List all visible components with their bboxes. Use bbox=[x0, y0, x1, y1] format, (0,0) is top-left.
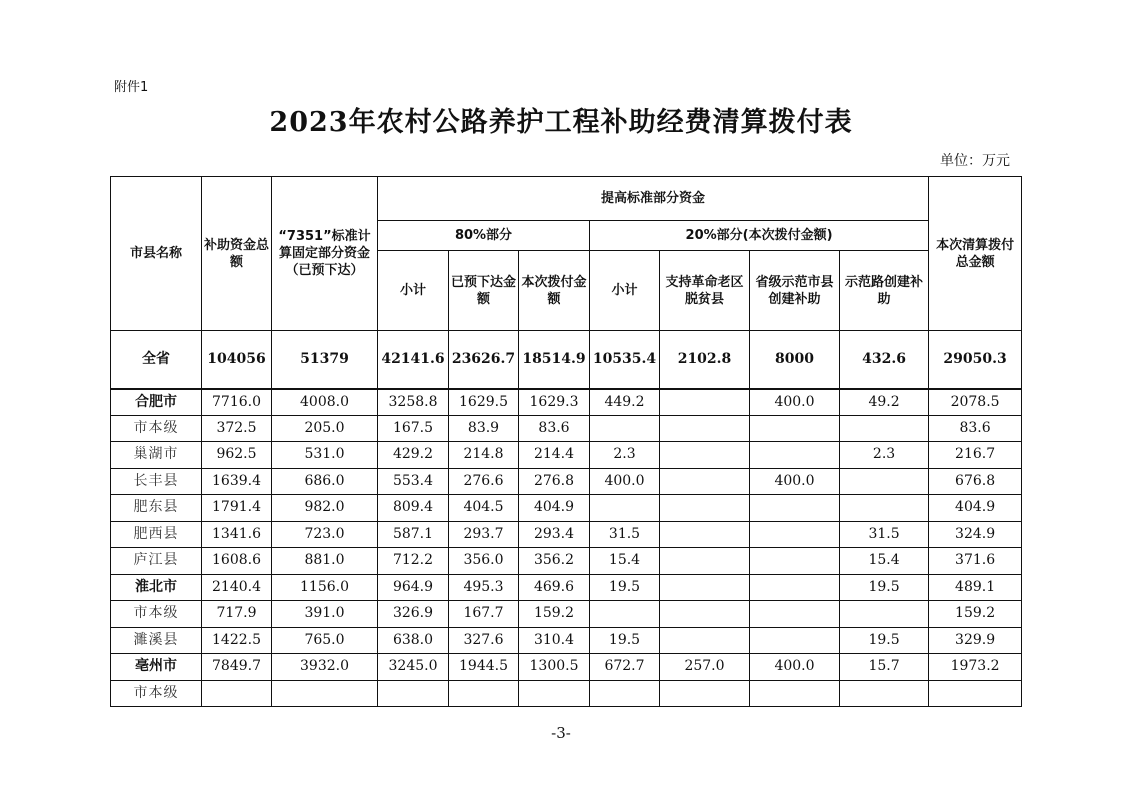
region-name: 合肥市 bbox=[111, 389, 202, 416]
cell: 214.4 bbox=[519, 442, 590, 469]
cell: 19.5 bbox=[590, 574, 660, 601]
cell bbox=[750, 495, 840, 522]
table-row bbox=[111, 654, 1022, 681]
cell: 1639.4 bbox=[202, 468, 272, 495]
header-part-20: 20%部分(本次拨付金额) bbox=[590, 221, 929, 251]
header-settlement-total: 本次清算拨付总金额 bbox=[929, 177, 1022, 331]
cell bbox=[750, 415, 840, 442]
cell: 19.5 bbox=[840, 574, 929, 601]
table-row bbox=[111, 627, 1022, 654]
cell: 7716.0 bbox=[202, 389, 272, 416]
cell: 49.2 bbox=[840, 389, 929, 416]
cell bbox=[750, 548, 840, 575]
province-total-row bbox=[111, 331, 1022, 389]
cell: 3245.0 bbox=[378, 654, 449, 681]
cell: 429.2 bbox=[378, 442, 449, 469]
table-row bbox=[111, 574, 1022, 601]
cell: 400.0 bbox=[750, 468, 840, 495]
cell: 15.4 bbox=[840, 548, 929, 575]
cell: 4008.0 bbox=[272, 389, 378, 416]
page-number: -3- bbox=[551, 724, 571, 742]
region-name: 市本级 bbox=[111, 601, 202, 628]
table-row bbox=[111, 468, 1022, 495]
cell bbox=[840, 495, 929, 522]
cell: 1629.5 bbox=[449, 389, 519, 416]
cell: 205.0 bbox=[272, 415, 378, 442]
cell: 356.0 bbox=[449, 548, 519, 575]
cell: 167.5 bbox=[378, 415, 449, 442]
cell: 449.2 bbox=[590, 389, 660, 416]
cell: 2140.4 bbox=[202, 574, 272, 601]
cell: 2.3 bbox=[590, 442, 660, 469]
table-row bbox=[111, 521, 1022, 548]
cell: 553.4 bbox=[378, 468, 449, 495]
cell: 587.1 bbox=[378, 521, 449, 548]
cell: 327.6 bbox=[449, 627, 519, 654]
cell: 400.0 bbox=[750, 389, 840, 416]
cell bbox=[660, 601, 750, 628]
cell: 531.0 bbox=[272, 442, 378, 469]
region-name: 全省 bbox=[111, 331, 202, 389]
cell: 432.6 bbox=[840, 331, 929, 389]
cell: 7849.7 bbox=[202, 654, 272, 681]
region-name: 庐江县 bbox=[111, 548, 202, 575]
table-row bbox=[111, 415, 1022, 442]
header-predistributed: 已预下达金额 bbox=[449, 251, 519, 331]
cell: 1944.5 bbox=[449, 654, 519, 681]
cell: 3932.0 bbox=[272, 654, 378, 681]
cell: 686.0 bbox=[272, 468, 378, 495]
cell bbox=[660, 415, 750, 442]
header-part-80: 80%部分 bbox=[378, 221, 590, 251]
region-name: 市本级 bbox=[111, 680, 202, 707]
cell: 216.7 bbox=[929, 442, 1022, 469]
cell bbox=[750, 574, 840, 601]
table-row bbox=[111, 389, 1022, 416]
cell bbox=[660, 442, 750, 469]
cell: 329.9 bbox=[929, 627, 1022, 654]
header-region: 市县名称 bbox=[111, 177, 202, 331]
region-name: 濉溪县 bbox=[111, 627, 202, 654]
cell: 324.9 bbox=[929, 521, 1022, 548]
settlement-table bbox=[110, 176, 1022, 707]
cell bbox=[750, 521, 840, 548]
unit-label: 单位：万元 bbox=[940, 153, 1010, 169]
cell bbox=[660, 468, 750, 495]
cell: 23626.7 bbox=[449, 331, 519, 389]
cell: 310.4 bbox=[519, 627, 590, 654]
cell: 8000 bbox=[750, 331, 840, 389]
cell bbox=[660, 389, 750, 416]
header-this-allocation: 本次拨付金额 bbox=[519, 251, 590, 331]
cell: 276.6 bbox=[449, 468, 519, 495]
cell bbox=[590, 415, 660, 442]
cell: 964.9 bbox=[378, 574, 449, 601]
cell bbox=[590, 601, 660, 628]
cell: 1629.3 bbox=[519, 389, 590, 416]
cell: 404.9 bbox=[929, 495, 1022, 522]
cell: 765.0 bbox=[272, 627, 378, 654]
header-total-subsidy: 补助资金总额 bbox=[202, 177, 272, 331]
cell: 19.5 bbox=[590, 627, 660, 654]
cell: 1156.0 bbox=[272, 574, 378, 601]
cell: 1608.6 bbox=[202, 548, 272, 575]
cell: 31.5 bbox=[590, 521, 660, 548]
cell: 31.5 bbox=[840, 521, 929, 548]
cell: 159.2 bbox=[929, 601, 1022, 628]
cell: 489.1 bbox=[929, 574, 1022, 601]
cell: 495.3 bbox=[449, 574, 519, 601]
cell: 400.0 bbox=[750, 654, 840, 681]
cell bbox=[840, 468, 929, 495]
cell bbox=[840, 601, 929, 628]
attachment-label: 附件1 bbox=[114, 80, 149, 95]
cell: 18514.9 bbox=[519, 331, 590, 389]
cell: 723.0 bbox=[272, 521, 378, 548]
cell bbox=[202, 680, 272, 707]
cell: 104056 bbox=[202, 331, 272, 389]
cell bbox=[660, 680, 750, 707]
header-revolutionary: 支持革命老区脱贫县 bbox=[660, 251, 750, 331]
table-row bbox=[111, 680, 1022, 707]
cell: 982.0 bbox=[272, 495, 378, 522]
cell: 712.2 bbox=[378, 548, 449, 575]
cell bbox=[750, 601, 840, 628]
cell bbox=[929, 680, 1022, 707]
cell: 2.3 bbox=[840, 442, 929, 469]
cell: 372.5 bbox=[202, 415, 272, 442]
cell: 15.4 bbox=[590, 548, 660, 575]
region-name: 巢湖市 bbox=[111, 442, 202, 469]
cell: 2102.8 bbox=[660, 331, 750, 389]
cell: 214.8 bbox=[449, 442, 519, 469]
cell: 83.6 bbox=[929, 415, 1022, 442]
cell: 1791.4 bbox=[202, 495, 272, 522]
cell: 404.5 bbox=[449, 495, 519, 522]
cell: 1422.5 bbox=[202, 627, 272, 654]
cell: 371.6 bbox=[929, 548, 1022, 575]
cell bbox=[272, 680, 378, 707]
cell: 83.6 bbox=[519, 415, 590, 442]
cell: 1300.5 bbox=[519, 654, 590, 681]
cell: 326.9 bbox=[378, 601, 449, 628]
cell: 3258.8 bbox=[378, 389, 449, 416]
table-row bbox=[111, 442, 1022, 469]
cell bbox=[840, 680, 929, 707]
cell bbox=[660, 548, 750, 575]
header-raised-standard: 提高标准部分资金 bbox=[378, 177, 929, 221]
table-row bbox=[111, 495, 1022, 522]
cell bbox=[750, 627, 840, 654]
cell bbox=[660, 574, 750, 601]
cell: 404.9 bbox=[519, 495, 590, 522]
cell: 400.0 bbox=[590, 468, 660, 495]
region-name: 亳州市 bbox=[111, 654, 202, 681]
cell bbox=[660, 495, 750, 522]
header-subtotal-80: 小计 bbox=[378, 251, 449, 331]
cell: 469.6 bbox=[519, 574, 590, 601]
cell: 159.2 bbox=[519, 601, 590, 628]
cell: 391.0 bbox=[272, 601, 378, 628]
cell: 1973.2 bbox=[929, 654, 1022, 681]
cell: 293.4 bbox=[519, 521, 590, 548]
header-model-road: 示范路创建补助 bbox=[840, 251, 929, 331]
cell: 881.0 bbox=[272, 548, 378, 575]
region-name: 市本级 bbox=[111, 415, 202, 442]
table-row bbox=[111, 601, 1022, 628]
header-fixed-part: “7351”标准计算固定部分资金（已预下达） bbox=[272, 177, 378, 331]
table-row bbox=[111, 548, 1022, 575]
cell: 809.4 bbox=[378, 495, 449, 522]
cell: 29050.3 bbox=[929, 331, 1022, 389]
region-name: 肥西县 bbox=[111, 521, 202, 548]
header-model-city: 省级示范市县创建补助 bbox=[750, 251, 840, 331]
cell bbox=[840, 415, 929, 442]
cell: 1341.6 bbox=[202, 521, 272, 548]
cell bbox=[750, 442, 840, 469]
region-name: 肥东县 bbox=[111, 495, 202, 522]
region-name: 淮北市 bbox=[111, 574, 202, 601]
document-title: 2023年农村公路养护工程补助经费清算拨付表 bbox=[269, 107, 853, 138]
header-subtotal-20: 小计 bbox=[590, 251, 660, 331]
cell bbox=[519, 680, 590, 707]
cell: 638.0 bbox=[378, 627, 449, 654]
cell: 676.8 bbox=[929, 468, 1022, 495]
cell bbox=[590, 495, 660, 522]
cell: 15.7 bbox=[840, 654, 929, 681]
cell: 962.5 bbox=[202, 442, 272, 469]
cell: 2078.5 bbox=[929, 389, 1022, 416]
cell: 717.9 bbox=[202, 601, 272, 628]
cell: 83.9 bbox=[449, 415, 519, 442]
cell bbox=[660, 521, 750, 548]
cell: 51379 bbox=[272, 331, 378, 389]
cell: 257.0 bbox=[660, 654, 750, 681]
cell: 672.7 bbox=[590, 654, 660, 681]
cell: 356.2 bbox=[519, 548, 590, 575]
cell: 293.7 bbox=[449, 521, 519, 548]
cell bbox=[590, 680, 660, 707]
region-name: 长丰县 bbox=[111, 468, 202, 495]
cell: 276.8 bbox=[519, 468, 590, 495]
cell: 19.5 bbox=[840, 627, 929, 654]
cell: 167.7 bbox=[449, 601, 519, 628]
cell bbox=[660, 627, 750, 654]
cell bbox=[750, 680, 840, 707]
cell: 10535.4 bbox=[590, 331, 660, 389]
cell: 42141.6 bbox=[378, 331, 449, 389]
cell bbox=[378, 680, 449, 707]
cell bbox=[449, 680, 519, 707]
